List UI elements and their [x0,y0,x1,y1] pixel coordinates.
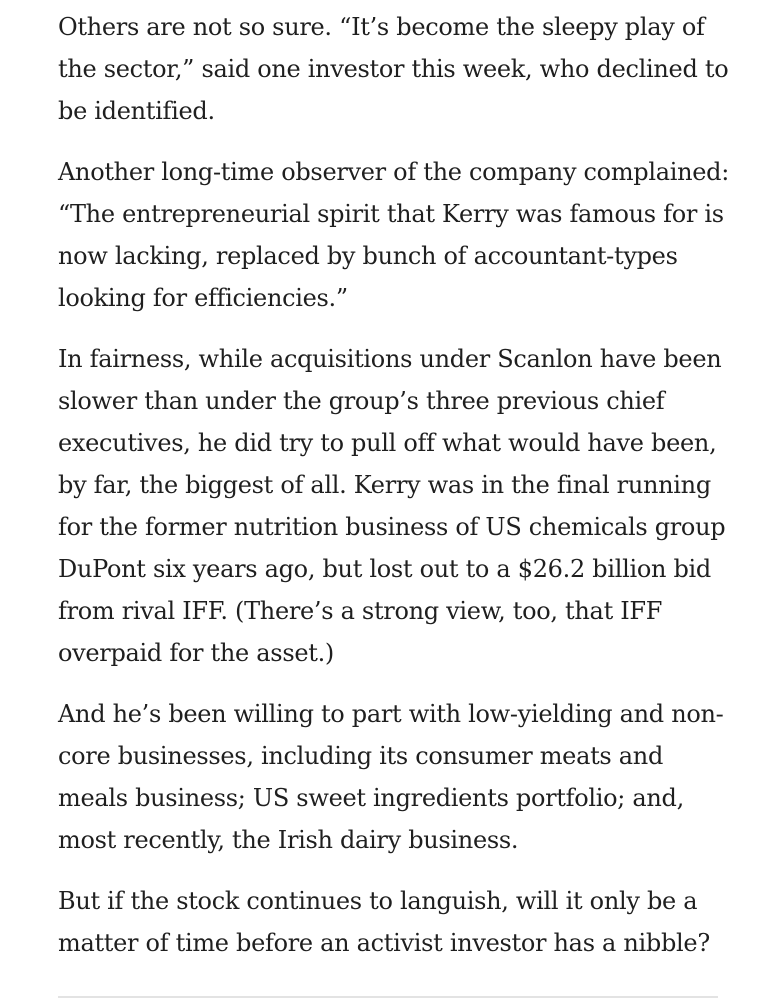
article-paragraph: But if the stock continues to languish, will it only be a matter of time before an activist investor has a nibble? [58,887,710,957]
article-paragraph: Others are not so sure. “It’s become the sleepy play of the sector,” said one investor this week, who declined to be identified. [58,13,729,125]
article-paragraph: Another long-time observer of the company complained: “The entrepreneurial spirit that Kerry was famous for is now lacking, replaced by bunch of accountant-types looking for efficiencies.” [58,158,730,312]
article-paragraph: And he’s been willing to part with low-yielding and non-core businesses, including its consumer meats and meals business; US sweet ingredients portfolio; and, most recently, the Irish dairy business. [58,700,724,854]
article-paragraph: In fairness, while acquisitions under Scanlon have been slower than under the group’s three previous chief executives, he did try to pull off what would have been, by far, the biggest of all. Kerry was in the final running for the former nutrition business of US chemicals group DuPont six years ago, but lost out to a $26.2 billion bid from rival IFF. (There’s a strong view, too, that IFF overpaid for the asset.) [58,345,726,667]
article-body [58,0,738,983]
section-divider [58,996,718,998]
